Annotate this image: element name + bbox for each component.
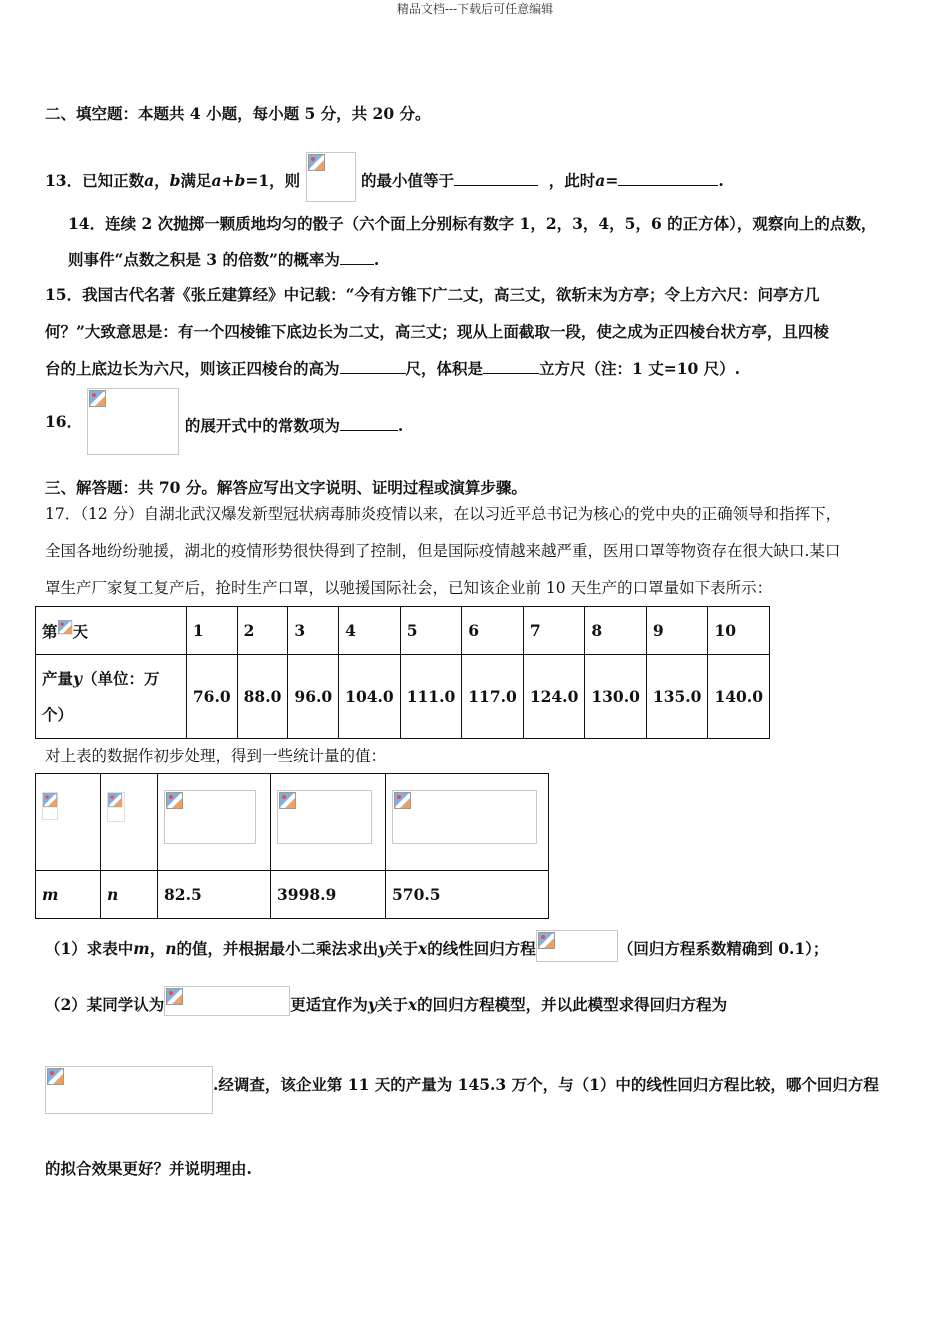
table-cell: 124.0 (523, 655, 585, 739)
broken-image-icon (166, 792, 184, 810)
question-17-part-2-line-2: .经调查，该企业第 11 天的产量为 145.3 万个，与（1）中的线性回归方程比较，哪个回归方程 (45, 1066, 879, 1114)
table-row (36, 655, 770, 739)
table-cell: 82.5 (158, 871, 271, 919)
broken-image-icon (394, 792, 412, 810)
table-cell: 7 (523, 607, 585, 655)
broken-image-icon (58, 620, 73, 635)
production-table (35, 606, 770, 739)
question-17-part-2: （2）某同学认为 更适宜作为y关于x的回归方程模型，并以此模型求得回归方程为 (45, 986, 727, 1016)
question-17-line-3: 罩生产厂家复工复产后，抢时生产口罩，以驰援国际社会，已知该企业前 10 天生产的口罩量如下表所示： (45, 579, 773, 597)
table-cell (271, 774, 386, 871)
broken-image-icon (538, 932, 556, 950)
question-17-line-2: 全国各地纷纷驰援，湖北的疫情形势很快得到了控制，但是国际疫情越来越严重，医用口罩等物资存在很大缺口.某口 (45, 542, 841, 560)
table-cell: 9 (646, 607, 708, 655)
table-cell: 4 (339, 607, 401, 655)
broken-image-icon (279, 792, 297, 810)
question-15-line-3: 台的上底边长为六尺，则该正四棱台的高为 尺，体积是 立方尺（注：1 丈=10 尺）. (45, 359, 741, 378)
table-cell (386, 774, 549, 871)
table-cell: 135.0 (646, 655, 708, 739)
table-cell: 140.0 (708, 655, 770, 739)
formula-image (45, 1066, 213, 1114)
table-cell: 5 (400, 607, 462, 655)
section-3-title: 三、解答题：共 70 分。解答应写出文字说明、证明过程或演算步骤。 (45, 478, 527, 497)
table-cell: 76.0 (186, 655, 237, 739)
formula-image (107, 792, 125, 822)
table-cell: 111.0 (400, 655, 462, 739)
table-cell: 8 (585, 607, 647, 655)
formula-image (42, 792, 58, 820)
broken-image-icon (308, 154, 326, 172)
formula-image (164, 986, 290, 1016)
formula-image (306, 152, 356, 202)
table-cell: 10 (708, 607, 770, 655)
table-cell: 1 (186, 607, 237, 655)
table-cell: 3998.9 (271, 871, 386, 919)
table-cell: 88.0 (237, 655, 288, 739)
question-17-line-1: 17．（12 分）自湖北武汉爆发新型冠状病毒肺炎疫情以来，在以习近平总书记为核心的党中央的正确领导和指挥下， (45, 505, 842, 523)
question-16: 16． 的展开式中的常数项为 . (45, 388, 403, 455)
table-cell: 6 (462, 607, 524, 655)
formula-image (87, 388, 179, 455)
table-row (36, 774, 549, 871)
formula-image (536, 930, 618, 962)
broken-image-icon (43, 793, 58, 808)
broken-image-icon (108, 793, 123, 808)
question-15-line-1: 15．我国古代名著《张丘建算经》中记载：“今有方锥下广二丈，高三丈，欲斩末为方亭；令上方六尺：问亭方几 (45, 285, 820, 304)
question-13: 13．已知正数a，b满足a+b=1，则 的最小值等于 ，此时a= . (45, 152, 724, 202)
table-cell: 第 天 (36, 607, 187, 655)
table-intro: 对上表的数据作初步处理，得到一些统计量的值： (45, 747, 387, 765)
table-cell: 产量y（单位：万 个） (36, 655, 187, 739)
table-cell: 117.0 (462, 655, 524, 739)
table-cell: 3 (288, 607, 339, 655)
table-row (36, 607, 770, 655)
question-14-line-1: 14．连续 2 次抛掷一颗质地均匀的骰子（六个面上分别标有数字 1，2，3，4，5，6 的正方体），观察向上的点数， (68, 214, 877, 233)
table-row (36, 871, 549, 919)
formula-image (164, 790, 256, 844)
table-cell: 104.0 (339, 655, 401, 739)
question-15-line-2: 何？”大致意思是：有一个四棱锥下底边长为二丈，高三丈；现从上面截取一段，使之成为正四棱台状方亭，且四棱 (45, 322, 829, 341)
question-17-part-2-line-3: 的拟合效果更好？并说明理由. (45, 1159, 252, 1178)
table-cell: n (101, 871, 158, 919)
broken-image-icon (89, 390, 107, 408)
broken-image-icon (47, 1068, 65, 1086)
table-cell: 2 (237, 607, 288, 655)
table-cell: 570.5 (386, 871, 549, 919)
formula-image (392, 790, 537, 844)
table-cell (158, 774, 271, 871)
page-header: 精品文档---下载后可任意编辑 (396, 2, 554, 16)
table-cell: 96.0 (288, 655, 339, 739)
question-17-part-1: （1）求表中m，n的值，并根据最小二乘法求出y关于x的线性回归方程 （回归方程系数精确到 0.1）； (45, 930, 828, 962)
table-cell: m (36, 871, 101, 919)
table-cell (101, 774, 158, 871)
formula-image (277, 790, 372, 844)
statistics-table (35, 773, 549, 919)
broken-image-icon (166, 988, 184, 1006)
table-cell: 130.0 (585, 655, 647, 739)
section-2-title: 二、填空题：本题共 4 小题，每小题 5 分，共 20 分。 (45, 104, 431, 123)
table-cell (36, 774, 101, 871)
question-14-line-2: 则事件“点数之积是 3 的倍数”的概率为 . (68, 250, 380, 269)
